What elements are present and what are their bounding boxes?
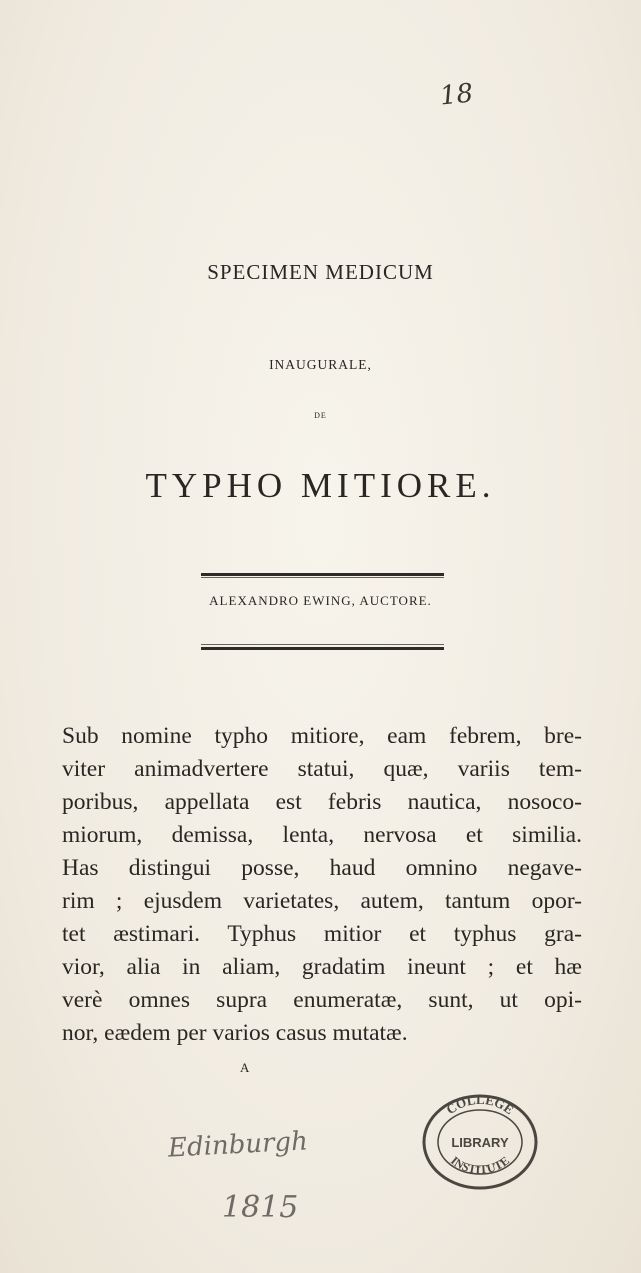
body-line: poribus, appellata est febris nautica, nosoco- [62, 789, 582, 815]
body-line: nor, eædem per varios casus mutatæ. [62, 1020, 408, 1046]
handwritten-place: Edinburgh [167, 1126, 309, 1164]
body-line: rim ; ejusdem varietates, autem, tantum opor- [62, 888, 582, 914]
title-line-de: DE [314, 411, 327, 420]
folio-handwritten-mark: 18 [438, 78, 475, 112]
bottom-thick-rule [201, 647, 444, 650]
body-paragraph [62, 720, 582, 1050]
signature-mark: A [240, 1060, 250, 1075]
handwritten-year: 1815 [222, 1190, 299, 1225]
title-line-specimen: SPECIMEN MEDICUM [207, 260, 434, 284]
body-line: tet æstimari. Typhus mitior et typhus gra- [62, 921, 582, 947]
stamp-middle-text: LIBRARY [451, 1135, 509, 1150]
bottom-thin-rule [201, 644, 444, 645]
svg-text:INSTITUTE [448, 1153, 512, 1176]
body-line: viter animadvertere statui, quæ, variis tem- [62, 756, 582, 782]
body-line: vior, alia in aliam, gradatim ineunt ; et hæ [62, 954, 582, 980]
stamp-top-text: COLLEGE [443, 1092, 517, 1118]
svg-text:COLLEGE [443, 1092, 516, 1117]
top-thin-rule [201, 577, 444, 578]
top-thick-rule [201, 573, 444, 576]
stamp-bottom-text: INSTITUTE [447, 1153, 512, 1177]
body-line: verè omnes supra enumeratæ, sunt, ut opi- [62, 987, 582, 1013]
body-line: miorum, demissa, lenta, nervosa et similia. [62, 822, 582, 848]
author-line: ALEXANDRO EWING, AUCTORE. [209, 593, 432, 608]
title-line-typho: TYPHO MITIORE. [145, 466, 496, 505]
body-line: Sub nomine typho mitiore, eam febrem, bre- [62, 723, 582, 749]
title-line-inaugurale: INAUGURALE, [269, 357, 372, 372]
body-line: Has distingui posse, haud omnino negave- [62, 855, 582, 881]
library-stamp-icon [420, 1092, 540, 1192]
